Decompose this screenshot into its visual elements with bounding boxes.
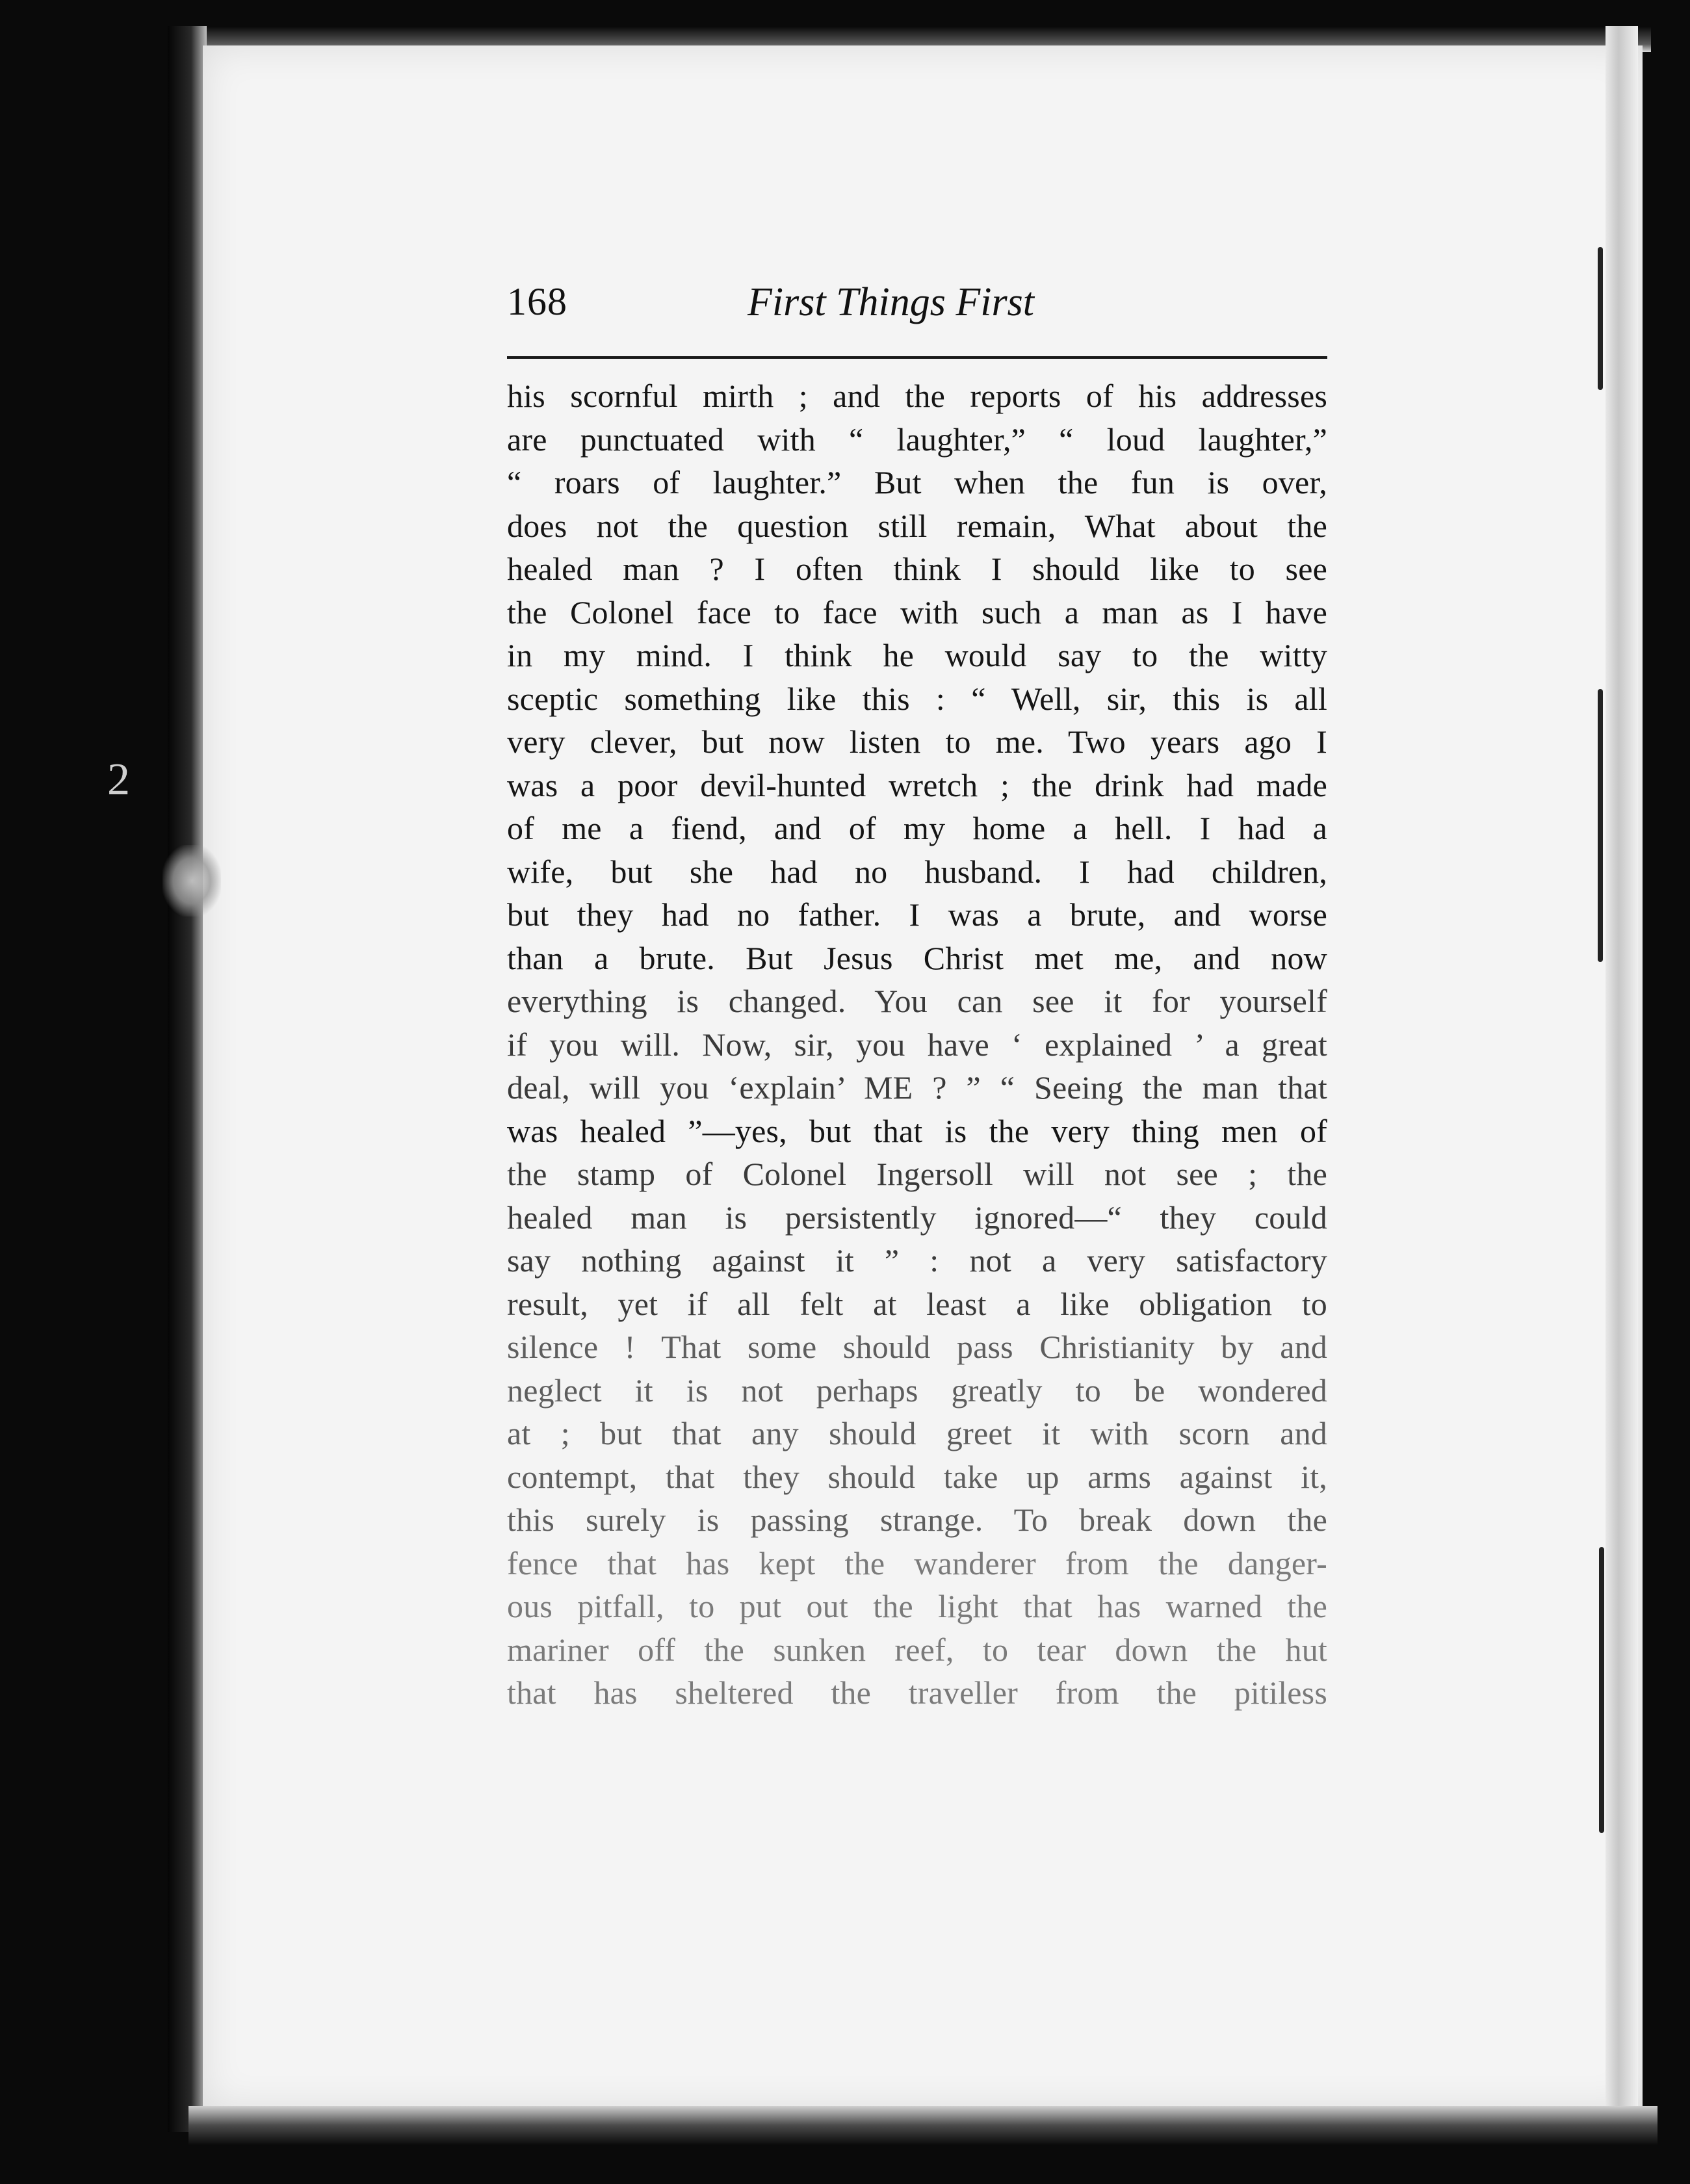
text-line: but they had no father. I was a brute, and worse bbox=[507, 896, 1327, 933]
text-line: result, yet if all felt at least a like obligation to bbox=[507, 1285, 1327, 1322]
text-line: this surely is passing strange. To break down the bbox=[507, 1502, 1327, 1538]
page-bottom-edge bbox=[188, 2106, 1658, 2145]
body-text bbox=[507, 374, 1327, 1715]
running-header bbox=[507, 280, 1327, 329]
text-line: of me a fiend, and of my home a hell. I had a bbox=[507, 810, 1327, 846]
gutter-crease-middle bbox=[1598, 689, 1603, 962]
text-line: at ; but that any should greet it with scorn and bbox=[507, 1415, 1327, 1451]
text-line: healed man ? I often think I should like to see bbox=[507, 551, 1327, 587]
running-title: First Things First bbox=[748, 280, 1034, 324]
margin-pencil-mark: 2 bbox=[107, 755, 130, 805]
text-line: say nothing against it ” : not a very satisfactory bbox=[507, 1242, 1327, 1279]
text-line: that has sheltered the traveller from the pitiless bbox=[507, 1674, 1327, 1711]
text-line: contempt, that they should take up arms against it, bbox=[507, 1458, 1327, 1495]
text-line: was a poor devil-hunted wretch ; the drink had made bbox=[507, 766, 1327, 803]
page-right-gutter bbox=[1606, 26, 1638, 2132]
text-line: sceptic something like this : “ Well, sir, this is all bbox=[507, 680, 1327, 717]
text-line: wife, but she had no husband. I had children, bbox=[507, 853, 1327, 890]
text-line: the Colonel face to face with such a man as I have bbox=[507, 593, 1327, 630]
text-line: in my mind. I think he would say to the witty bbox=[507, 637, 1327, 673]
text-line: mariner off the sunken reef, to tear down the hut bbox=[507, 1631, 1327, 1668]
page-number: 168 bbox=[507, 280, 567, 323]
text-line: ous pitfall, to put out the light that has warned the bbox=[507, 1588, 1327, 1624]
text-line: are punctuated with “ laughter,” “ loud laughter,” bbox=[507, 421, 1327, 458]
text-line: the stamp of Colonel Ingersoll will not see ; the bbox=[507, 1156, 1327, 1192]
text-line: “ roars of laughter.” But when the fun is over, bbox=[507, 464, 1327, 500]
text-line: if you will. Now, sir, you have ‘ explained ’ a great bbox=[507, 1026, 1327, 1063]
gutter-crease-top bbox=[1598, 247, 1603, 390]
text-line: silence ! That some should pass Christianity by and bbox=[507, 1329, 1327, 1365]
text-line: does not the question still remain, What about the bbox=[507, 507, 1327, 544]
gutter-crease-bottom bbox=[1599, 1547, 1604, 1833]
text-line: neglect it is not perhaps greatly to be wondered bbox=[507, 1372, 1327, 1409]
text-line: deal, will you ‘explain’ ME ? ” “ Seeing the man that bbox=[507, 1069, 1327, 1106]
text-line: healed man is persistently ignored—“ they could bbox=[507, 1199, 1327, 1236]
margin-smudge bbox=[162, 845, 221, 916]
text-line: his scornful mirth ; and the reports of his addresses bbox=[507, 378, 1327, 414]
text-line: fence that has kept the wanderer from the danger- bbox=[507, 1544, 1327, 1581]
text-line: very clever, but now listen to me. Two years ago I bbox=[507, 723, 1327, 760]
page-left-edge bbox=[168, 26, 207, 2132]
text-line: was healed ”—yes, but that is the very thing men of bbox=[507, 1112, 1327, 1149]
text-line: everything is changed. You can see it for yourself bbox=[507, 983, 1327, 1019]
text-line: than a brute. But Jesus Christ met me, and now bbox=[507, 939, 1327, 976]
header-rule bbox=[507, 356, 1327, 359]
